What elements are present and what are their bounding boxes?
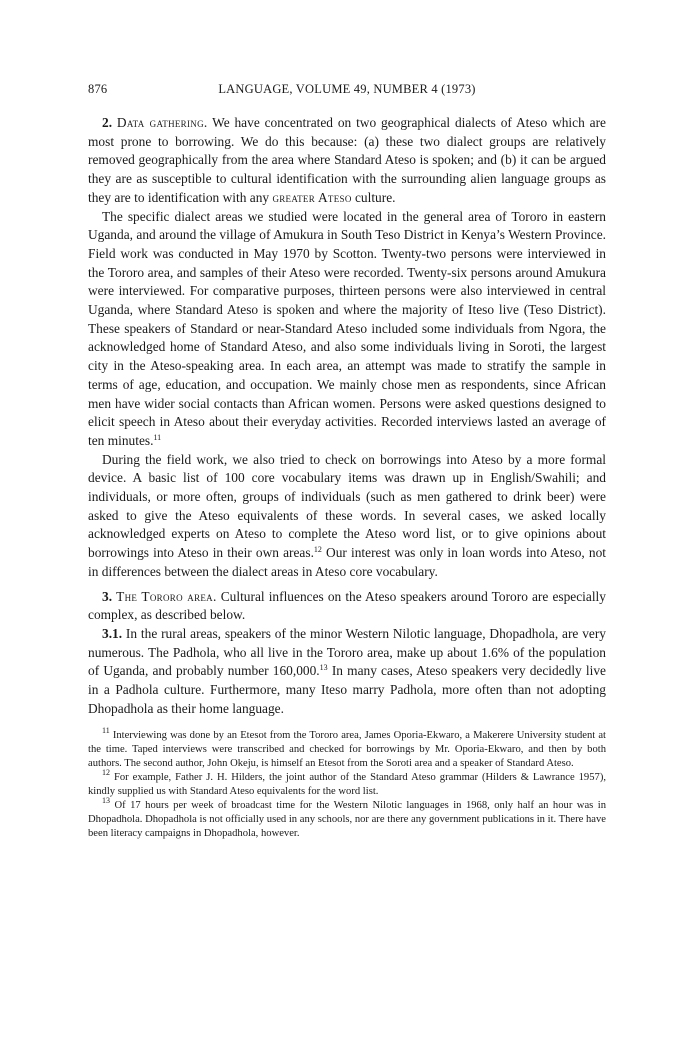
footnote-12 — [88, 767, 606, 799]
section-3-number: 3. — [102, 588, 113, 604]
section-3-1-paragraph — [88, 625, 606, 719]
paragraph-text: During the field work, we also tried to check on borrowings into Ateso by a more formal device. A basic list of 100 core vocabulary items was drawn up in English/Swahili; and individuals, or more often, groups of individuals (such as men gathered to drink beer) were asked to give the Ateso equivalents of these words. In several cases, we asked locally acknowledged experts on Ateso to complete the Ateso word list, or to give opinions about borrowings into Ateso in their own areas. — [88, 451, 606, 561]
paragraph-text: Our interest was only in loan words into Ateso, not in differences between the dialect areas in Ateso core vocabulary. — [88, 545, 606, 579]
footnote-13 — [88, 795, 606, 841]
section-2-paragraph-3 — [88, 451, 606, 582]
article-body — [88, 114, 606, 719]
footnote-11 — [88, 725, 606, 771]
running-title: LANGUAGE, VOLUME 49, NUMBER 4 (1973) — [218, 82, 476, 96]
paragraph-text: In the rural areas, speakers of the minor Western Nilotic language, Dhopadhola, are very numerous. The Padhola, who all live in the Tororo area, make up about 1.6% of the population of Uganda, and probably number 160,000. — [88, 625, 606, 679]
footnote-text: Of 17 hours per week of broadcast time for the Western Nilotic languages in 1968, only half an hour was in Dhopadhola. Dhopadhola is not officially used in any schools, nor are there any government publications in it. There have been literacy campaigns in Dhopadhola, however. — [88, 799, 606, 839]
page-number: 876 — [88, 82, 108, 96]
footnote-ref-12: 12 — [313, 545, 322, 555]
paragraph-text: We have concentrated on two geographical dialects of Ateso which are most prone to borrowing. We do this because: (a) these two dialect groups are relatively removed geographically from the area where Standard Ateso is spoken; and (b) it can be argued they are as susceptible to cultural identification with the surrounding alien language groups as they are to identification with any — [88, 115, 606, 205]
section-2-paragraph-1 — [88, 114, 606, 208]
section-2-paragraph-2 — [88, 208, 606, 451]
footnote-number: 11 — [102, 725, 110, 735]
journal-page — [88, 82, 606, 841]
section-2-number: 2. — [102, 115, 113, 130]
paragraph-smallcaps-text: greater Ateso — [272, 189, 352, 205]
paragraph-text: Cultural influences on the Ateso speakers around Tororo are especially complex, as described below. — [88, 588, 606, 623]
paragraph-text: The specific dialect areas we studied were located in the general area of Tororo in eastern Uganda, and around the village of Amukura in South Teso District in Kenya’s Western Province. Field work was conducted in May 1970 by Scotton. Twenty-two persons were interviewed in the Tororo area, and samples of their Ateso were recorded. Twenty-six persons around Amukura were interviewed. For comparative purposes, thirteen persons were also interviewed in central Uganda, where Standard Ateso is spoken and where the majority of Iteso live (Teso District). These speakers of Standard or near-Standard Ateso included some individuals from Ngora, the acknowledged home of Standard Ateso, and also some individuals living in Soroti, the largest city in the Ateso-speaking area. In each area, an attempt was made to stratify the sample in terms of age, education, and occupation. We mainly chose men as respondents, since African men have wider social contacts than African women. Persons were asked questions designed to elicit speech in Ateso about their everyday activities. Recorded interviews lasted an average of ten minutes. — [88, 208, 606, 448]
page-header — [88, 82, 606, 102]
footnote-ref-13: 13 — [319, 663, 328, 673]
footnote-text: Interviewing was done by an Etesot from the Tororo area, James Oporia-Ekwaro, a Makerere University student at the time. Taped interviews were transcribed and checked for borrowings by Mr. Oporia-Ekwaro, and then by both authors. The second author, John Okeju, is himself an Etesot from the Soroti area and a speaker of Standard Ateso. — [88, 729, 606, 769]
section-3-heading: The Tororo area. — [116, 588, 217, 604]
footnote-ref-11: 11 — [153, 432, 162, 442]
subsection-3-1-number: 3.1. — [102, 625, 123, 641]
footnote-number: 12 — [102, 767, 110, 777]
footnote-number: 13 — [102, 795, 110, 805]
paragraph-text: In many cases, Ateso speakers very decidedly live in a Padhola culture. Furthermore, many Iteso marry Padhola, more often than not adopting Dhopadhola as their home language. — [88, 663, 606, 716]
footnotes — [88, 725, 606, 841]
paragraph-text: culture. — [351, 189, 396, 205]
section-2-heading: Data gathering. — [116, 115, 208, 130]
section-3-paragraph-1 — [88, 588, 606, 625]
footnote-text: For example, Father J. H. Hilders, the joint author of the Standard Ateso grammar (Hilders & Lawrance 1957), kindly supplied us with Standard Ateso equivalents for the word list. — [88, 771, 606, 797]
